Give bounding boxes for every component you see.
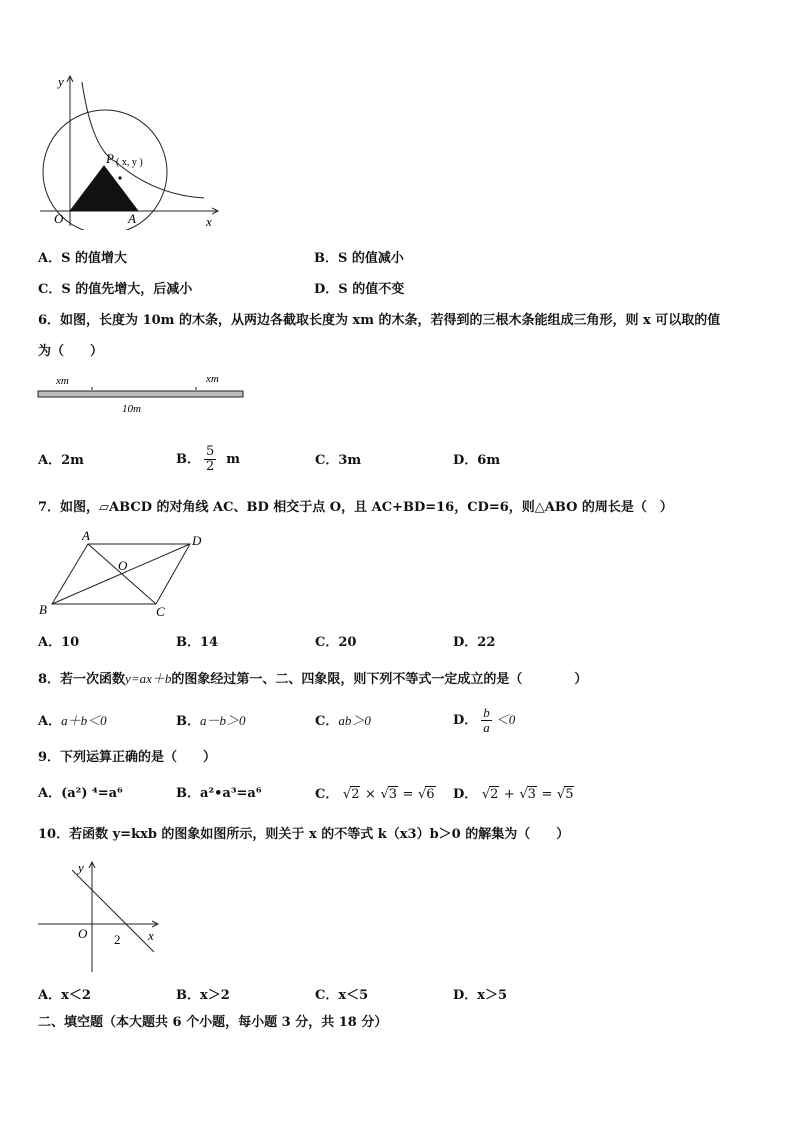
- fig5-a-label: A: [128, 211, 136, 226]
- q10-option-c: C．x＜5: [315, 988, 369, 1003]
- q8-b-prefix: B．: [176, 714, 200, 729]
- q9-c-radical-2: √3: [380, 787, 398, 802]
- q10-figure: [34, 856, 164, 976]
- q9-c-radicand-1: 2: [351, 787, 360, 802]
- fig5-o-label: O: [54, 211, 64, 226]
- q9-stem: 9．下列运算正确的是（ ）: [38, 750, 217, 765]
- q8-option-d: [453, 700, 515, 741]
- wood-bar: [38, 391, 243, 397]
- q7-label-b: B: [39, 602, 47, 617]
- fig5-p-coord: ( x, y ): [116, 157, 143, 168]
- q9-c-radicand-2: 3: [388, 787, 398, 802]
- q6-option-b: [176, 440, 240, 480]
- q9-option-d: [453, 786, 574, 803]
- q5-option-c: C．S 的值先增大，后减小: [38, 282, 193, 297]
- q10-o-label: O: [78, 926, 88, 941]
- q7-label-o: O: [118, 558, 128, 573]
- q6-stem-line2: 为（ ）: [38, 344, 104, 359]
- q8-a-expr: a＋b＜0: [61, 713, 107, 728]
- q8-d-denominator: a: [483, 720, 490, 735]
- q5-option-a: A．S 的值增大: [38, 251, 128, 266]
- q7-label-c: C: [156, 604, 165, 619]
- q8-stem: [38, 671, 587, 688]
- q10-two-label: 2: [114, 932, 121, 947]
- q8-d-numerator: b: [483, 705, 490, 720]
- q9-c-eq: =: [402, 787, 414, 802]
- q9-d-radical-3: √5: [556, 787, 574, 802]
- q6-fig-left-label: xm: [56, 375, 69, 387]
- q9-c-radical-3: √6: [417, 787, 435, 802]
- q6-fig-total-label: 10m: [122, 403, 141, 415]
- q9-d-radical-2: √3: [519, 787, 536, 802]
- q10-option-b: B．x＞2: [176, 988, 230, 1003]
- q9-d-prefix: D．: [453, 787, 478, 802]
- q6-b-numerator: 5: [206, 444, 215, 459]
- q9-c-radical-1: √2: [342, 787, 360, 802]
- q10-x-label: x: [148, 928, 154, 943]
- q7-figure: [34, 528, 214, 620]
- q6-option-b-prefix: B．: [176, 452, 200, 467]
- q8-stem-post: 的图象经过第一、二、四象限，则下列不等式一定成立的是（ ）: [171, 672, 588, 687]
- q8-stem-pre: 8．若一次函数: [38, 672, 126, 687]
- q7-option-a: A．10: [38, 635, 80, 650]
- q6-fig-right-label: xm: [206, 373, 219, 385]
- q7-stem: 7．如图，▱ABCD 的对角线 AC、BD 相交于点 O，且 AC+BD=16，CD=6，则△ABO 的周长是（ ）: [38, 500, 673, 515]
- q10-stem: 10．若函数 y=kxb 的图象如图所示，则关于 x 的不等式 k（x3）b＞0 的解集为（ ）: [38, 827, 570, 842]
- q6-figure: [34, 368, 248, 416]
- q9-d-op: +: [503, 787, 515, 802]
- q5-figure: [34, 70, 224, 230]
- diagonal-bd: [52, 544, 190, 604]
- q6-option-b-fraction: [204, 445, 216, 474]
- q6-option-b-unit: m: [226, 452, 241, 467]
- q9-d-radicand-3: 5: [565, 787, 574, 802]
- q6-b-denominator: 2: [206, 459, 215, 474]
- q8-d-fraction: [481, 706, 492, 735]
- shaded-triangle: [70, 166, 138, 211]
- q10-y-label: y: [78, 860, 84, 875]
- fig5-p-label: P: [106, 151, 114, 166]
- q8-option-c: [315, 713, 371, 730]
- q8-b-expr: a－b＞0: [200, 713, 246, 728]
- q9-option-c: [315, 786, 436, 803]
- q6-option-c: C．3m: [315, 453, 362, 468]
- fig5-y-label: y: [58, 74, 64, 89]
- q7-option-b: B．14: [176, 635, 219, 650]
- q8-d-prefix: D．: [453, 713, 478, 728]
- q6-option-d: D．6m: [453, 453, 501, 468]
- q9-d-radicand-2: 3: [527, 787, 536, 802]
- q8-d-tail: ＜0: [495, 712, 516, 727]
- q9-d-radical-1: √2: [481, 787, 499, 802]
- q9-option-b: B．a²•a³=a⁶: [176, 786, 262, 801]
- q10-option-d: D．x＞5: [453, 988, 508, 1003]
- q7-option-c: C．20: [315, 635, 357, 650]
- q9-c-prefix: C．: [315, 787, 339, 802]
- q9-c-radicand-3: 6: [426, 787, 435, 802]
- fig5-x-label: x: [206, 214, 212, 229]
- q9-d-radicand-1: 2: [490, 787, 499, 802]
- q7-option-d: D．22: [453, 635, 496, 650]
- q8-c-expr: ab＞0: [338, 713, 371, 728]
- section-two-heading: 二、填空题（本大题共 6 个小题，每小题 3 分，共 18 分）: [38, 1015, 388, 1030]
- q9-option-a: A．(a²) ⁴=a⁶: [38, 786, 123, 801]
- q8-option-b: [176, 713, 246, 730]
- q9-c-op: ×: [365, 787, 376, 802]
- q9-d-eq: =: [541, 787, 553, 802]
- q8-option-a: [38, 713, 107, 730]
- q6-option-a: A．2m: [38, 453, 84, 468]
- q7-label-a: A: [82, 528, 90, 543]
- q8-a-prefix: A．: [38, 714, 62, 729]
- q10-option-a: A．x＜2: [38, 988, 91, 1003]
- q6-stem-line1: 6．如图，长度为 10m 的木条，从两边各截取长度为 xm 的木条，若得到的三根木条能组成三角形，则 x 可以取的值: [38, 313, 721, 328]
- q5-option-b: B．S 的值减小: [314, 251, 404, 266]
- point-p: [118, 176, 121, 179]
- q8-stem-formula: y=ax＋b: [125, 671, 172, 686]
- q8-c-prefix: C．: [315, 714, 339, 729]
- q7-label-d: D: [192, 533, 202, 548]
- q5-option-d: D．S 的值不变: [314, 282, 405, 297]
